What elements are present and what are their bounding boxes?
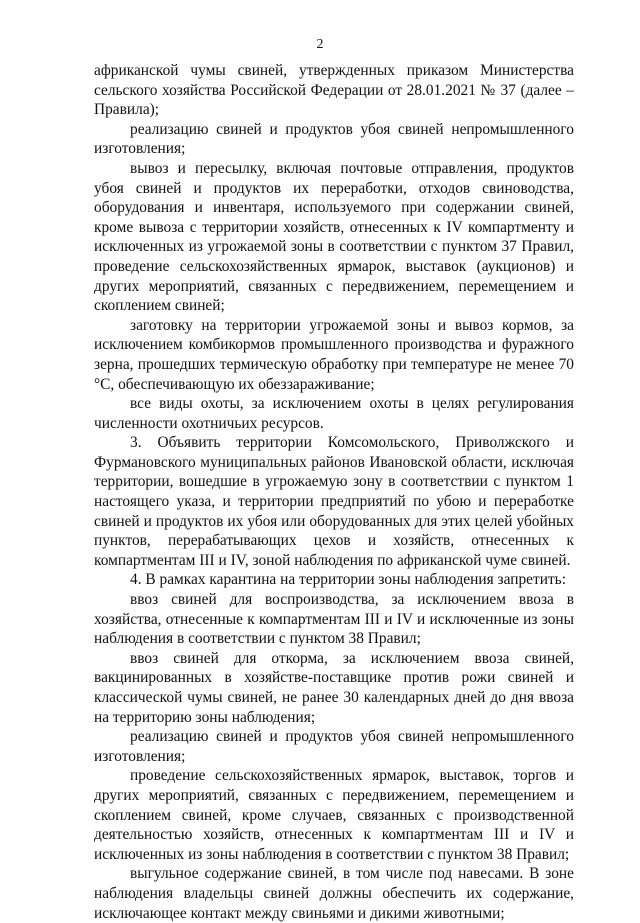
paragraph: 4. В рамках карантина на территории зоны наблюдения запретить:: [130, 571, 566, 589]
paragraph: реализацию свиней и продуктов убоя свиней непромышленного изготовления;: [94, 728, 574, 765]
paragraph: реализацию свиней и продуктов убоя свиней непромышленного изготовления;: [94, 120, 574, 158]
paragraph: все виды охоты, за исключением охоты в целях регулирования численности охотничьих ресурсов.: [94, 395, 574, 432]
paragraph: ввоз свиней для воспроизводства, за исключением ввоза в хозяйства, отнесенные к компартментам III и IV и исключенные из зоны наблюдения в соответствии с пунктом 38 Правил;: [94, 591, 574, 648]
paragraph: африканской чумы свиней, утвержденных приказом Министерства сельского хозяйства Российской Федерации от 28.01.2021 № 37 (далее – Правила);: [94, 62, 574, 119]
document-body: [94, 61, 574, 923]
page-number: 2: [316, 37, 324, 52]
paragraph: 3. Объявить территории Комсомольского, Приволжского и Фурмановского муниципальных районов Ивановской области, исключая территории, вошедшие в угрожаемую зону в соответствии с пунктом 1 настоящего указа, и территории предприятий по убою и переработке свиней и продуктов их убоя или оборудованных для этих целей убойных пунктов, перерабатывающих цехов и хозяйств, отнесенных к компартментам III и IV, зоной наблюдения по африканской чуме свиней.: [94, 434, 574, 569]
paragraph: заготовку на территории угрожаемой зоны и вывоз кормов, за исключением комбикормов промышленного производства и фуражного зерна, прошедших термическую обработку при температуре не менее 70 °С, обеспечивающую их обеззараживание;: [94, 316, 574, 393]
paragraph: ввоз свиней для откорма, за исключением ввоза свиней, вакцинированных в хозяйстве-поставщике против рожи свиней и классической чумы свиней, не ранее 30 календарных дней до дня ввоза на территорию зоны наблюдения;: [94, 649, 574, 726]
paragraph: выгульное содержание свиней, в том числе под навесами. В зоне наблюдения владельцы свиней должны обеспечить их содержание, исключающее контакт между свиньями и дикими животными;: [94, 865, 574, 922]
paragraph: вывоз и пересылку, включая почтовые отправления, продуктов убоя свиней и продуктов их переработки, отходов свиноводства, оборудования и инвентаря, используемого при содержании свиней, кроме вывоза с территории хозяйств, отнесенных к IV компартменту и исключенных из угрожаемой зоны в соответствии с пунктом 37 Правил, проведение сельскохозяйственных ярмарок, выставок (аукционов) и других мероприятий, связанных с передвижением, перемещением и скоплением свиней;: [94, 159, 574, 315]
paragraph: проведение сельскохозяйственных ярмарок, выставок, торгов и других мероприятий, связанных с передвижением, перемещением и скоплением свиней, кроме случаев, связанных с производственной деятельностью хозяйств, отнесенных к компартментам III и IV и исключенных из зоны наблюдения в соответствии с пунктом 38 Правил;: [94, 767, 574, 863]
